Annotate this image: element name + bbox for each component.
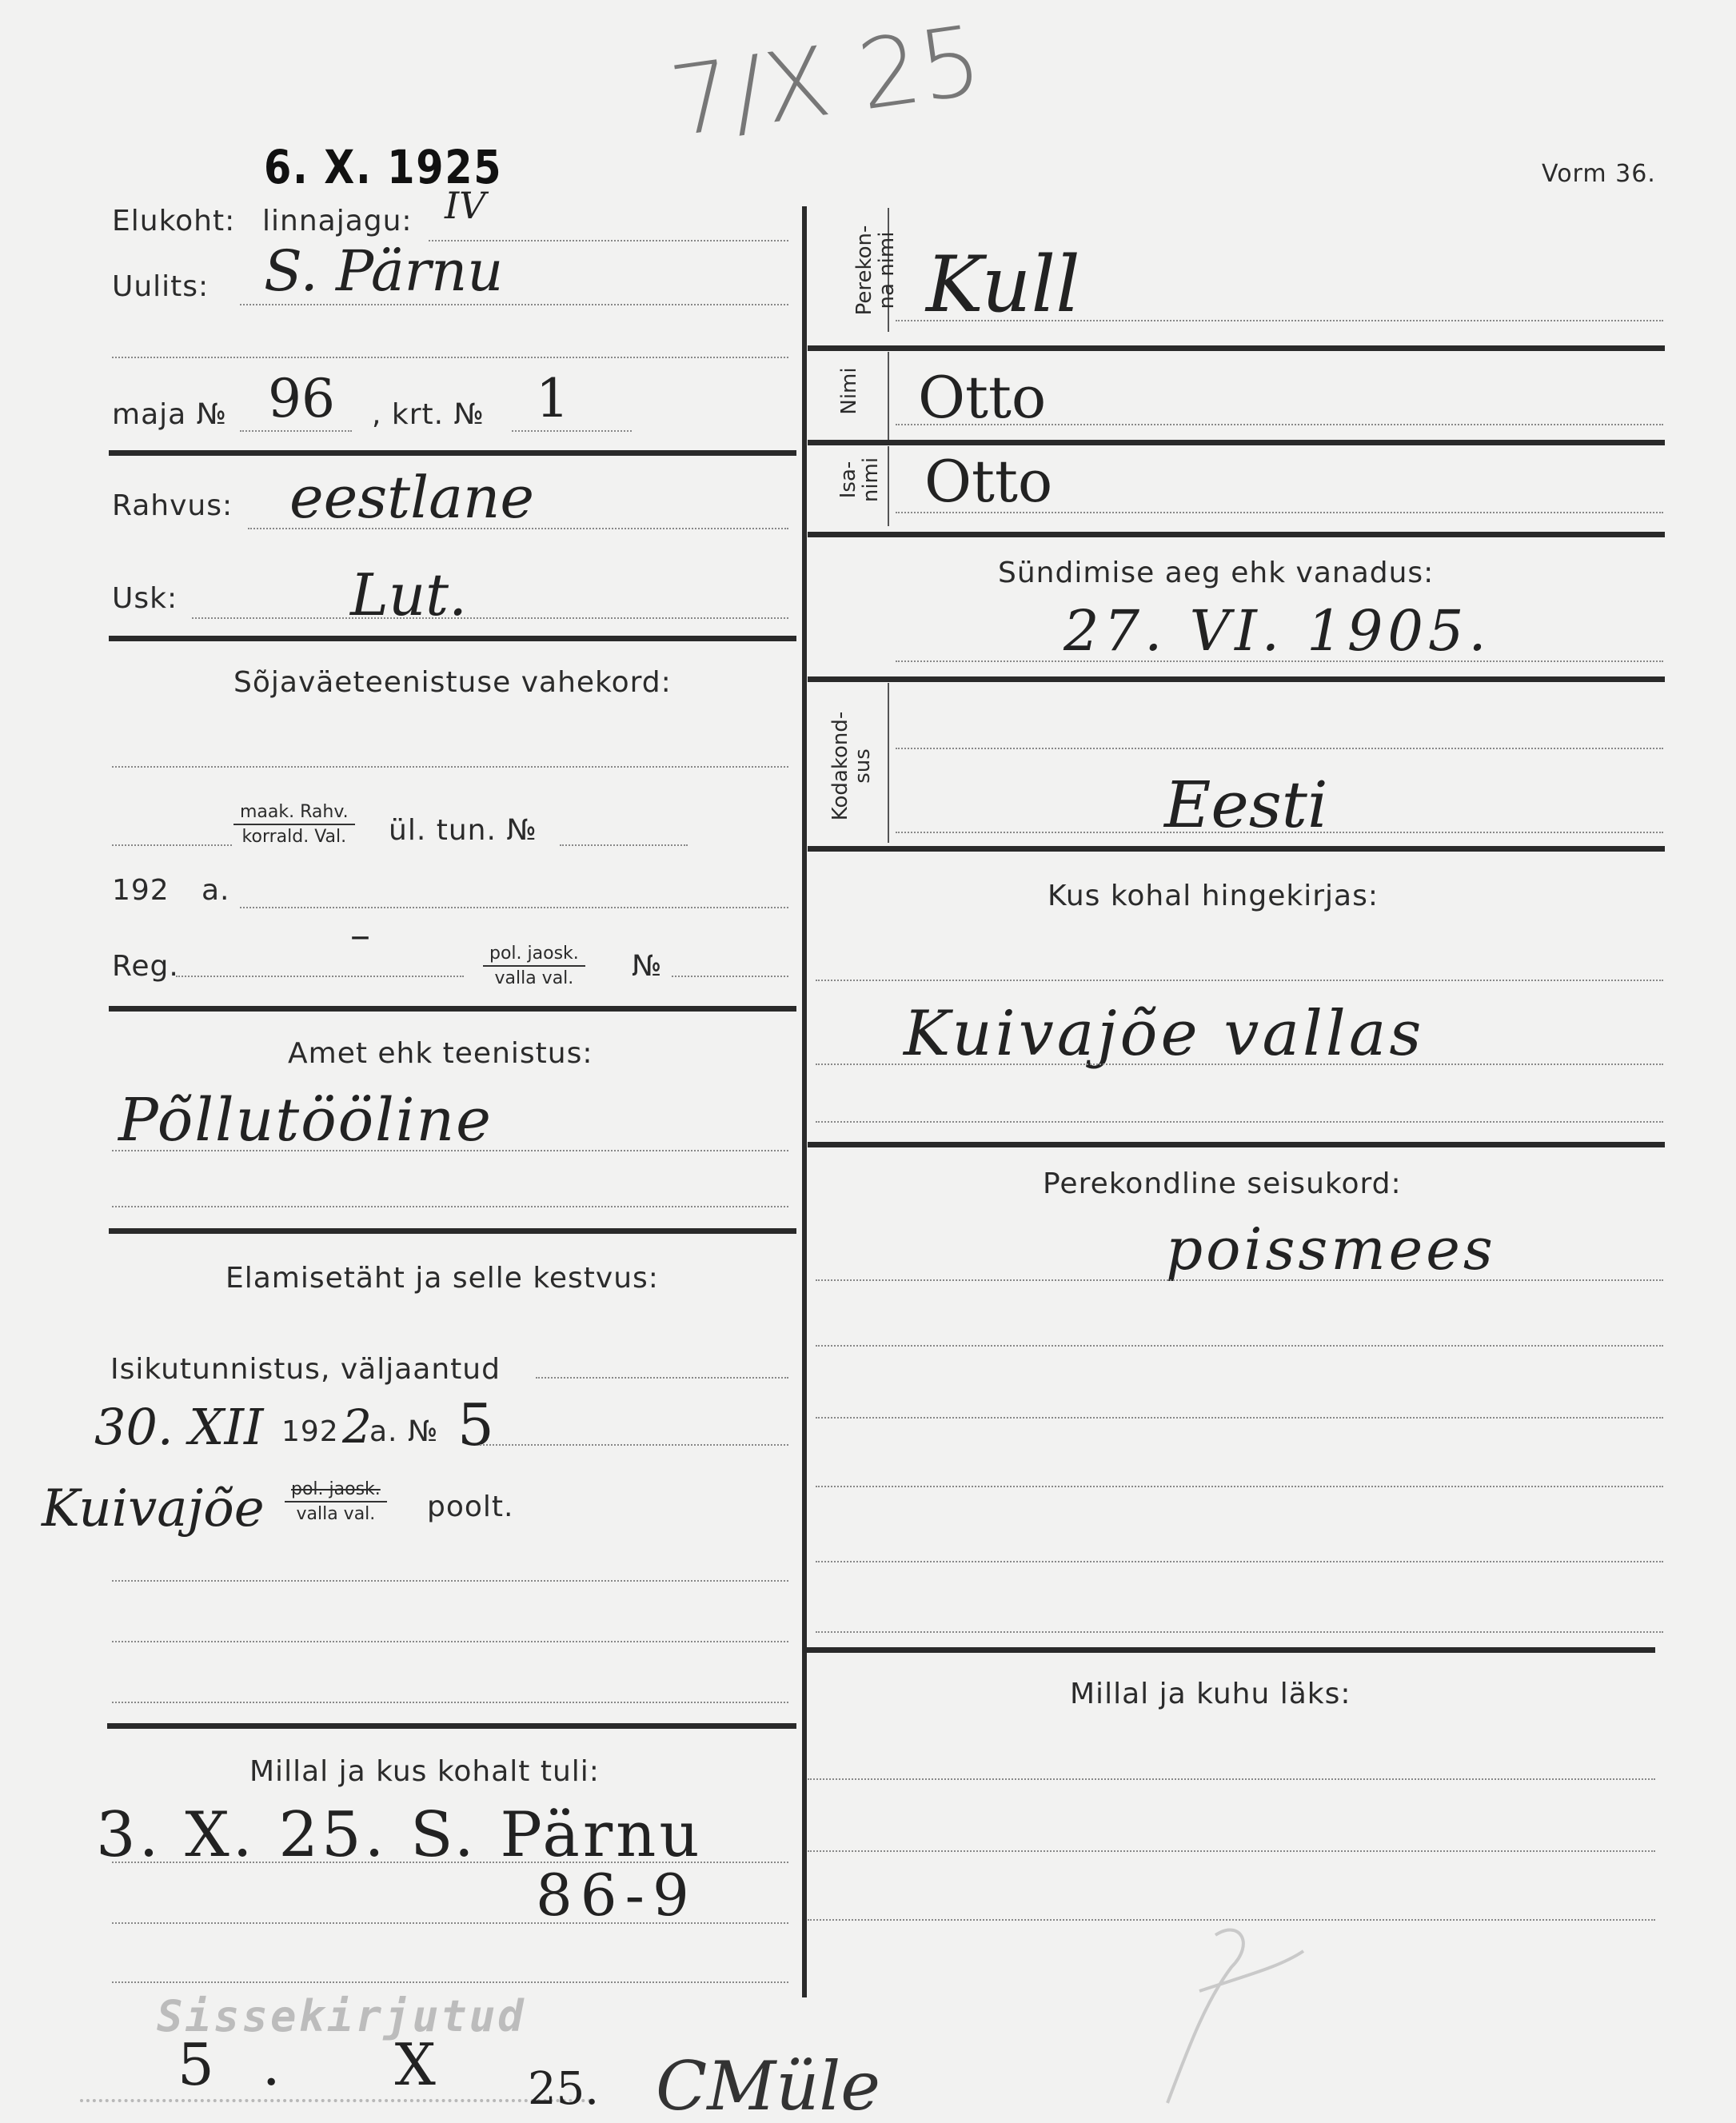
isanimi-line [896, 512, 1663, 513]
millal-laks-heading: Millal ja kuhu läks: [1070, 1678, 1351, 1710]
krt-line [512, 430, 632, 432]
signature: CMüle [656, 2047, 880, 2123]
kodakondsus-value: Eesti [1164, 768, 1328, 842]
uulits-value: S. Pärnu [264, 238, 504, 304]
ul-tun-label: ül. tun. № [389, 814, 537, 847]
label-divider-3 [888, 446, 889, 526]
perekonnanimi-line [896, 320, 1663, 321]
perekondline-heading: Perekondline seisukord: [1043, 1167, 1402, 1200]
korrald-val: korrald. Val. [241, 827, 347, 847]
uulits-label: Uulits: [112, 270, 210, 303]
elamiseteht-heading: Elamisetäht ja selle kestvus: [225, 1262, 659, 1295]
hingekiri-line-1 [816, 980, 1663, 981]
reg-line [176, 976, 464, 977]
rahvus-value: eestlane [289, 464, 535, 531]
amet-line [112, 1150, 788, 1151]
usk-value: Lut. [350, 561, 468, 629]
rahvus-line [248, 528, 788, 529]
amet-value: Põllutööline [118, 1086, 493, 1155]
rule-3 [109, 1006, 796, 1012]
issuer-fraction [285, 1479, 387, 1524]
perekonnanimi-value: Kull [926, 240, 1080, 329]
maak-fraction [233, 802, 355, 847]
elamiseteht-line-2 [112, 1641, 788, 1642]
issuer-value: Kuivajõe [42, 1479, 265, 1538]
center-divider [802, 206, 807, 1997]
issue-date: 30. XII [94, 1398, 264, 1456]
rule-5 [107, 1723, 796, 1729]
rule-2 [109, 636, 796, 641]
maak-line-left [112, 844, 232, 846]
perekondline-line-1 [816, 1279, 1663, 1281]
label-divider-2 [888, 352, 889, 440]
form-number: Vorm 36. [1542, 160, 1656, 188]
rule-r6 [808, 1142, 1665, 1147]
rule-r4 [808, 676, 1665, 682]
hingekiri-line-3 [816, 1121, 1663, 1123]
uulits-line-2 [112, 357, 788, 358]
poolt-label: poolt. [427, 1490, 514, 1523]
isikutunnistus-label: Isikutunnistus, väljaantud [110, 1353, 501, 1386]
maja-label: maja № [112, 398, 228, 431]
perekondline-line-4 [816, 1486, 1663, 1487]
elukoht-label: Elukoht: [112, 205, 236, 237]
usk-label: Usk: [112, 582, 178, 615]
nimi-line [896, 424, 1663, 425]
reg-valla-val: valla val. [494, 968, 574, 988]
laks-line-2 [808, 1850, 1655, 1852]
label-divider-4 [888, 683, 889, 843]
isikutunnistus-line [536, 1377, 788, 1379]
sojavae-line [112, 766, 788, 768]
issue-year-prefix: 192 [281, 1415, 339, 1448]
rule-r2 [808, 440, 1665, 445]
linnajagu-value: IV [445, 184, 486, 227]
maak-rahv: maak. Rahv. [233, 802, 355, 825]
rule-4 [109, 1228, 796, 1234]
sundimine-heading: Sündimise aeg ehk vanadus: [998, 557, 1435, 589]
kodakondsus-label: Kodakond- sus [828, 711, 875, 821]
hingekiri-value: Kuivajõe vallas [904, 998, 1425, 1070]
hingekiri-heading: Kus kohal hingekirjas: [1048, 880, 1379, 912]
amet-heading: Amet ehk teenistus: [288, 1037, 593, 1070]
elamiseteht-line-3 [112, 1702, 788, 1703]
reg-fraction [483, 944, 585, 988]
laks-line-1 [808, 1778, 1655, 1780]
nimi-value: Otto [918, 364, 1047, 431]
year-suffix: a. [202, 874, 230, 907]
sisse-stamp: Sissekirjutud [157, 1991, 526, 2041]
tuli-rule-2 [112, 1922, 788, 1924]
sisse-date: 5. X [178, 2031, 484, 2098]
hingekiri-line-2 [816, 1063, 1663, 1065]
sundimine-line [896, 660, 1663, 662]
perekondline-line-6 [816, 1631, 1663, 1633]
reg-value: – [350, 912, 370, 958]
rule-r7 [803, 1647, 1655, 1653]
issuer-pol-jaosk: pol. jaosk. [285, 1479, 387, 1502]
ul-tun-line [560, 844, 688, 846]
year-prefix: 192 [112, 874, 170, 907]
year-line [240, 907, 788, 908]
rule-r3 [808, 532, 1665, 537]
tuli-line-1: 3. X. 25. S. Pärnu [96, 1799, 703, 1871]
tuli-rule-3 [112, 1981, 788, 1983]
maja-value: 96 [268, 368, 335, 429]
nimi-label: Nimi [837, 367, 861, 415]
archive-number: 7/X 25 [664, 5, 988, 159]
krt-label: , krt. № [372, 398, 485, 431]
perekonnanimi-label: Perekon- na nimi [852, 225, 899, 316]
perekondline-value: poissmees [1166, 1215, 1496, 1283]
krt-value: 1 [536, 368, 569, 429]
issue-a-label: a. № [369, 1415, 439, 1448]
date-stamp: 6. X. 1925 [264, 140, 503, 194]
perekondline-line-2 [816, 1345, 1663, 1347]
maja-line [240, 430, 352, 432]
amet-line-2 [112, 1206, 788, 1207]
issuer-valla-val: valla val. [296, 1504, 376, 1524]
sisse-dotted [80, 2099, 592, 2102]
issue-number: 5 [457, 1391, 494, 1459]
signature-flourish [1119, 1919, 1327, 2119]
reg-no-line [672, 976, 788, 977]
reg-pol-jaosk: pol. jaosk. [483, 944, 585, 967]
issue-year-digit: 2 [342, 1399, 372, 1454]
isanimi-label: Isa- nimi [836, 457, 883, 503]
sundimine-value: 27. VI. 1905. [1064, 598, 1491, 664]
rule-r1 [808, 345, 1665, 351]
uulits-line [240, 304, 788, 305]
linnajagu-label: linnajagu: [262, 205, 413, 237]
perekondline-line-5 [816, 1561, 1663, 1562]
usk-line [192, 617, 788, 619]
rule-r5 [808, 846, 1665, 852]
reg-label: Reg. [112, 950, 179, 983]
rahvus-label: Rahvus: [112, 489, 233, 522]
kodakondsus-line-2 [896, 832, 1663, 833]
perekondline-line-3 [816, 1417, 1663, 1419]
rule-1 [109, 450, 796, 456]
kodakondsus-line-1 [896, 748, 1663, 749]
tuli-line-2: 86-9 [536, 1862, 697, 1929]
laks-line-3 [808, 1919, 1655, 1921]
sisse-year: 25. [528, 2063, 600, 2115]
millal-tuli-heading: Millal ja kus kohalt tuli: [249, 1755, 600, 1788]
reg-no-label: № [632, 950, 663, 983]
isanimi-value: Otto [924, 448, 1053, 515]
elamiseteht-line-1 [112, 1580, 788, 1582]
issue-line [480, 1444, 788, 1446]
sojavae-heading: Sõjaväeteenistuse vahekord: [233, 666, 672, 699]
